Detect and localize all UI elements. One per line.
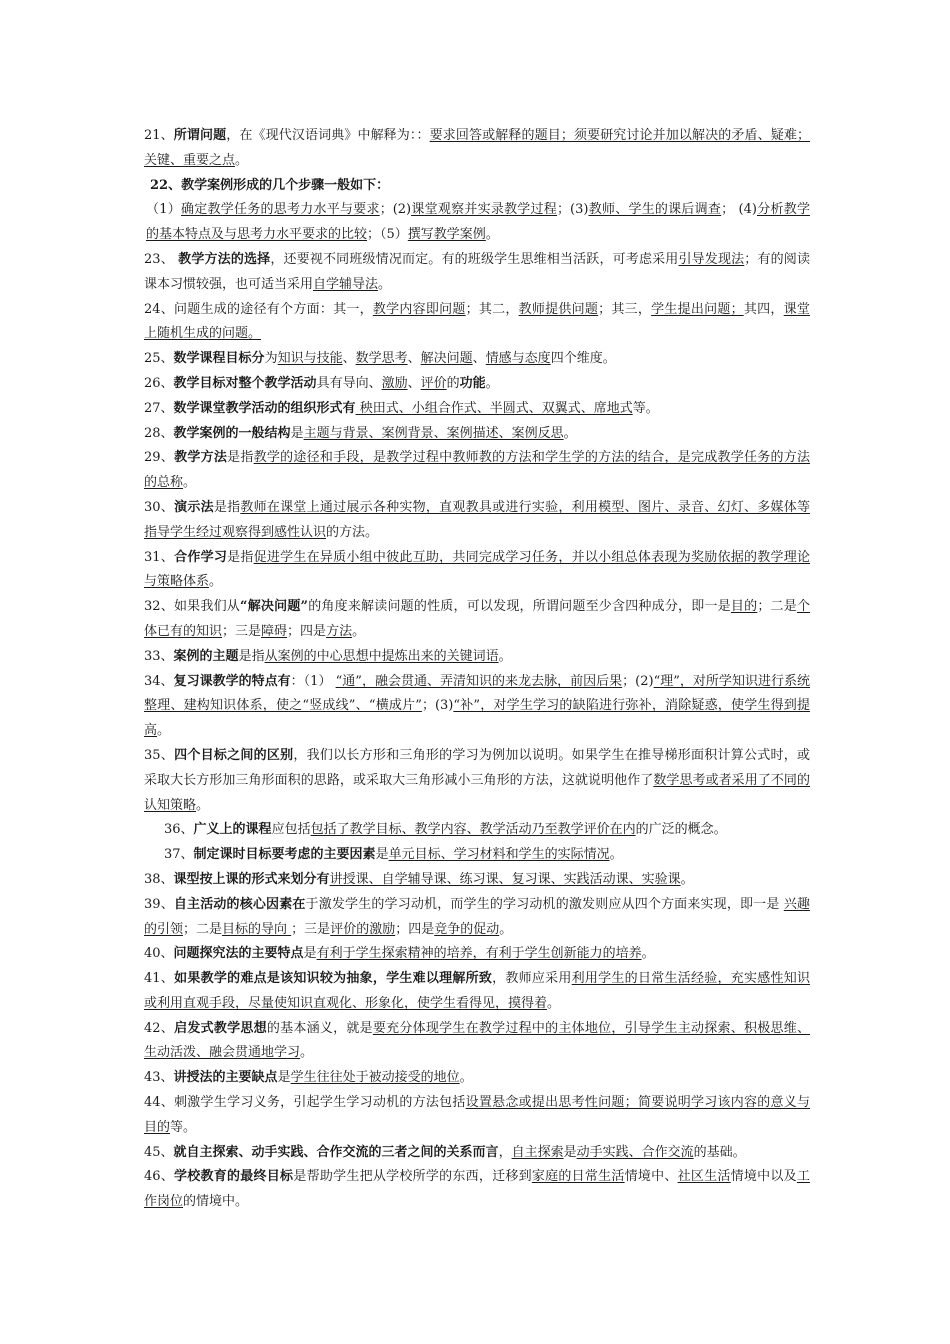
text-segment: 。 <box>183 475 197 491</box>
underlined-answer: 激励 <box>381 375 408 391</box>
underlined-answer: 解决问题 <box>420 351 473 367</box>
text-segment: ，教师应采用 <box>492 971 572 987</box>
bold-term: 如果教学的难点是该知识较为抽象，学生难以理解所致 <box>174 971 493 987</box>
underlined-answer: “通”，融会贯通、弄清知识的来龙去脉，前因后果 <box>335 673 623 689</box>
underlined-answer: 社区生活 <box>677 1169 731 1185</box>
text-segment: 。 <box>378 276 392 292</box>
underlined-answer: 主题与背景、案例背景、案例描述、案例反思 <box>303 425 564 441</box>
text-segment: 39、 <box>144 896 174 912</box>
underlined-answer: “理”，对所学知识进行系统整理、建构知识体系，使之“竖成线”、“横成片” <box>144 673 810 714</box>
text-segment: 。 <box>485 227 499 243</box>
text-segment: 。 <box>499 921 513 937</box>
underlined-answer: 障碍 <box>261 623 288 639</box>
text-segment: 。 <box>563 425 577 441</box>
text-segment: 34、 <box>144 673 174 689</box>
list-item <box>144 198 810 248</box>
text-segment: 27、 <box>144 400 174 416</box>
list-item <box>144 298 810 348</box>
underlined-answer: 设置悬念或提出思考性问题；简要说明学习该内容的意义与目的 <box>144 1095 810 1135</box>
underlined-answer: 从案例的中心思想中提炼出来的关键词语 <box>264 648 499 664</box>
underlined-answer: 评价 <box>420 375 447 391</box>
list-item <box>144 1066 810 1091</box>
underlined-answer: 情感与态度 <box>485 351 551 367</box>
underlined-answer: 讲授课、自学辅导课、练习课、复习课、实践活动课、实验课 <box>329 871 681 887</box>
text-segment: 35、 <box>144 747 175 763</box>
text-segment: 。 <box>547 995 561 1011</box>
text-segment: 。 <box>157 723 171 739</box>
text-segment: 是 <box>375 847 389 863</box>
underlined-answer: 教师提供问题 <box>518 301 599 317</box>
underlined-answer: 课堂观察并实录教学过程 <box>411 202 558 218</box>
text-segment: 。 <box>485 375 499 391</box>
bold-term: 数学课程目标分 <box>173 351 265 367</box>
text-segment: 其四， <box>743 301 784 317</box>
text-segment: 的情境中。 <box>183 1194 249 1210</box>
text-segment: 21、 <box>144 128 174 143</box>
text-segment: 四个维度。 <box>550 351 616 367</box>
text-segment: 的广泛的概念。 <box>635 822 727 838</box>
underlined-answer: 自主探索 <box>511 1144 564 1160</box>
underlined-answer: 教学内容即问题 <box>372 301 466 317</box>
underlined-answer: 学生往往处于被动接受的地位 <box>290 1070 460 1086</box>
list-item <box>144 546 810 596</box>
text-segment: 。 <box>609 847 623 863</box>
list-item <box>144 868 810 893</box>
list-item <box>144 942 810 967</box>
text-segment: 30、 <box>144 499 175 515</box>
text-segment: ；四是 <box>287 623 327 639</box>
underlined-answer: 引导发现法 <box>678 251 745 267</box>
list-item <box>144 744 810 818</box>
bold-term: 教学方法的选择 <box>178 251 271 267</box>
text-segment: 是指 <box>227 450 254 466</box>
text-segment: 。 <box>459 1070 473 1086</box>
text-segment: 。 <box>209 574 223 590</box>
text-segment: 是指 <box>213 499 241 515</box>
text-segment: 24、问题生成的途径有个方面：其一， <box>144 301 373 317</box>
bold-term: 课型按上课的形式来划分有 <box>173 871 330 887</box>
bold-term: 数学课堂教学活动的组织形式有 <box>173 400 356 416</box>
text-segment: 。 <box>641 946 655 962</box>
text-segment: ；三是 <box>222 623 262 639</box>
text-segment: 的基础。 <box>693 1144 746 1160</box>
list-item <box>144 248 810 298</box>
text-segment: 情境中以及 <box>730 1169 797 1185</box>
text-segment: 42、 <box>144 1020 175 1036</box>
list-item <box>144 397 810 422</box>
underlined-answer: 数学思考或者采用了不同的认知策略 <box>144 772 810 813</box>
bold-term: 四个目标之间的区别 <box>174 747 294 763</box>
underlined-answer: 有利于学生探索精神的培养，有利于学生创新能力的培养 <box>316 946 642 962</box>
list-item <box>144 1141 810 1166</box>
underlined-answer: 单元目标、学习材料和学生的实际情况 <box>388 847 610 863</box>
list-item <box>144 347 810 372</box>
bold-term: “解决问题” <box>240 599 309 615</box>
bold-term: 启发式教学思想 <box>174 1020 267 1036</box>
underlined-answer: 利用学生的日常生活经验，充实感性知识或利用直观手段，尽量使知识直观化、形象化，使学生看得见，摸得着 <box>144 971 810 1011</box>
text-segment: 46、 <box>144 1169 175 1185</box>
underlined-answer: 兴趣的引领 <box>144 896 810 937</box>
text-segment: ；三是 <box>291 921 331 937</box>
text-segment: 是 <box>277 1070 291 1086</box>
text-segment: 的方法。 <box>326 524 379 540</box>
text-segment: 的角度来解读问题的性质，可以发现，所谓问题至少含四种成分，即一是 <box>308 599 731 615</box>
underlined-answer: 竞争的促动 <box>434 921 500 937</box>
text-segment: 。 <box>300 1045 314 1061</box>
text-segment: 29、 <box>144 450 175 466</box>
text-segment: 。 <box>235 152 249 168</box>
bold-term: 制定课时目标要考虑的主要因素 <box>193 847 376 863</box>
list-item <box>144 174 810 199</box>
bold-term: 复习课教学的特点有 <box>173 673 291 689</box>
list-item <box>144 843 810 868</box>
bold-term: 案例的主题 <box>173 648 239 664</box>
text-segment: 23、 <box>144 251 179 267</box>
text-segment: 是指 <box>227 549 254 565</box>
underlined-answer: 撰写教学案例 <box>407 227 486 243</box>
text-segment: 是指 <box>238 648 265 664</box>
list-item <box>144 893 810 943</box>
text-segment: 、 <box>472 351 486 367</box>
bold-term: 自主活动的核心因素在 <box>173 896 306 912</box>
text-segment: ； (4) <box>721 202 757 218</box>
text-segment: 情境中、 <box>624 1169 678 1185</box>
text-segment: ：（1） <box>290 673 336 689</box>
bold-term: 广义上的课程 <box>193 822 272 838</box>
text-segment: ；有的阅读课本习惯较强，也可适当采用 <box>144 251 810 292</box>
underlined-answer: 要充分体现学生在教学过程中的主体地位，引导学生主动探索、积极思维、生动活泼、融会贯通地学习 <box>144 1020 810 1061</box>
bold-term: 就自主探索、动手实践、合作交流的三者之间的关系而言 <box>173 1144 499 1160</box>
underlined-answer: 自学辅导法 <box>313 276 379 292</box>
list-item <box>144 967 810 1017</box>
underlined-answer: 分析教学的基本特点及与思考力水平要求的比较 <box>146 202 810 243</box>
underlined-answer: 秧田式、小组合作式、半圆式、双翼式、席地式 <box>355 400 633 416</box>
underlined-answer: 家庭的日常生活 <box>531 1169 625 1185</box>
underlined-answer: 教师在课堂上通过展示各种实物，直观教具或进行实验，利用模型、图片、录音、幻灯、多媒体等指导学生经过观察得到感性认识 <box>144 499 810 540</box>
list-item <box>144 446 810 496</box>
bold-term: 学校教育的最终目标 <box>174 1169 294 1185</box>
text-segment: ；二是 <box>757 599 797 615</box>
list-item <box>144 372 810 397</box>
bold-term: 教学目标对整个教学活动 <box>173 375 317 391</box>
underlined-answer: 知识与技能 <box>277 351 343 367</box>
text-segment: 。 <box>680 871 694 887</box>
underlined-answer: 教学的途径和手段，是教学过程中教师教的方法和学生学的方法的结合，是完成教学任务的方法的总称 <box>144 450 810 491</box>
bold-term: 讲授法的主要缺点 <box>173 1070 278 1086</box>
text-segment: 、 <box>342 351 356 367</box>
text-segment: 25、 <box>144 351 174 367</box>
bold-term: 问题探究法的主要特点 <box>173 946 304 962</box>
underlined-answer: 课堂上随机生成的问题。 <box>144 301 810 342</box>
underlined-answer: 确定教学任务的思考力水平与要求 <box>181 202 380 218</box>
text-segment: 40、 <box>144 946 174 962</box>
underlined-answer: 动手实践、合作交流 <box>576 1144 694 1160</box>
text-segment: 是帮助学生把从学校所学的东西，迁移到 <box>293 1169 532 1185</box>
text-segment: 。 <box>196 797 210 813</box>
underlined-answer: 个体已有的知识 <box>144 599 810 639</box>
text-segment: 44、刺激学生学习义务，引起学生学习动机的方法包括 <box>144 1095 466 1111</box>
text-segment: 。 <box>498 648 512 664</box>
list-item <box>144 645 810 670</box>
text-segment: 43、 <box>144 1070 174 1086</box>
list-item <box>144 1017 810 1067</box>
underlined-answer: “补”，对学生学习的缺陷进行弥补，消除疑惑，使学生得到提高 <box>144 698 810 739</box>
text-segment: 为 <box>264 351 278 367</box>
underlined-answer: 评价的激励 <box>330 921 396 937</box>
text-segment: 应包括 <box>271 822 311 838</box>
text-segment: ，在《现代汉语词典》中解释为：： <box>226 128 430 143</box>
text-segment: 33、 <box>144 648 174 664</box>
underlined-answer: 目标的导向 <box>222 921 292 937</box>
list-item <box>144 595 810 645</box>
text-segment: 、 <box>407 351 421 367</box>
bold-term: 教学案例的一般结构 <box>173 425 291 441</box>
text-segment: 31、 <box>144 549 175 565</box>
underlined-answer: 要求回答或解释的题目；须要研究讨论并加以解决的矛盾、疑难；关键、重要之点 <box>144 128 810 168</box>
text-segment: 具有导向、 <box>316 375 382 391</box>
text-segment: ；(3) <box>421 698 454 714</box>
list-item <box>144 670 810 744</box>
text-segment: 32、如果我们从 <box>144 599 241 615</box>
text-segment: ；（5） <box>367 227 408 243</box>
bold-term: 合作学习 <box>174 549 228 565</box>
underlined-answer: 数学思考 <box>355 351 408 367</box>
text-segment: 的基本涵义，就是 <box>266 1020 373 1036</box>
text-segment: 的 <box>446 375 460 391</box>
list-item <box>144 124 810 174</box>
text-segment: ；(2) <box>622 673 654 689</box>
bold-term: 教学方法 <box>174 450 228 466</box>
list-item <box>144 496 810 546</box>
underlined-answer: 包括了教学目标、教学内容、教学活动乃至教学评价在内 <box>310 822 636 838</box>
text-segment: 等。 <box>170 1119 197 1135</box>
list-item <box>144 422 810 447</box>
underlined-answer: 学生提出问题； <box>651 301 744 317</box>
text-segment: 45、 <box>144 1144 174 1160</box>
text-segment: （1） <box>146 202 182 218</box>
text-segment: 37、 <box>164 847 194 863</box>
document-body <box>144 124 810 1215</box>
text-segment: ；(3) <box>557 202 589 218</box>
underlined-answer: 工作岗位 <box>144 1169 810 1210</box>
text-segment: 26、 <box>144 375 174 391</box>
bold-term: 所谓问题 <box>173 128 227 143</box>
bold-term: 演示法 <box>174 499 214 515</box>
text-segment: ，我们以长方形和三角形的学习为例加以说明。如果学生在推导梯形面积计算公式时，或采取大长方形加三角形面积的思路，或采取大三角形减小三角形的方法，这就说明他作了 <box>144 747 810 788</box>
list-item <box>144 1091 810 1141</box>
text-segment: 是 <box>563 1144 577 1160</box>
text-segment: ；(2) <box>379 202 412 218</box>
text-segment: ；其三， <box>598 301 652 317</box>
text-segment: 41、 <box>144 971 175 987</box>
text-segment: 于激发学生的学习动机，而学生的学习动机的激发则应从四个方面来实现，即一是 <box>305 896 784 912</box>
underlined-answer: 促进学生在异质小组中彼此互助，共同完成学习任务，并以小组总体表现为奖励依据的教学理论与策略体系 <box>144 549 810 590</box>
text-segment: 是 <box>303 946 317 962</box>
text-segment: 等。 <box>632 400 659 416</box>
text-segment: ， <box>498 1144 512 1160</box>
text-segment: 38、 <box>144 871 174 887</box>
text-segment: ，还要视不同班级情况而定。有的班级学生思维相当活跃，可考虑采用 <box>270 251 679 267</box>
bold-term: 22、教学案例形成的几个步骤一般如下： <box>150 177 390 193</box>
text-segment: ；二是 <box>183 921 223 937</box>
text-segment: ；四是 <box>395 921 435 937</box>
underlined-answer: 方法 <box>326 623 353 639</box>
text-segment: 、 <box>407 375 421 391</box>
underlined-answer: 教师、学生的课后调查 <box>588 202 722 218</box>
text-segment: ；其二， <box>465 301 519 317</box>
text-segment: 是 <box>290 425 304 441</box>
list-item <box>144 818 810 843</box>
bold-term: 功能 <box>459 375 486 391</box>
text-segment: 36、 <box>164 822 194 838</box>
text-segment: 。 <box>352 623 366 639</box>
underlined-answer: 目的 <box>730 599 758 615</box>
text-segment: 28、 <box>144 425 174 441</box>
list-item <box>144 1165 810 1215</box>
